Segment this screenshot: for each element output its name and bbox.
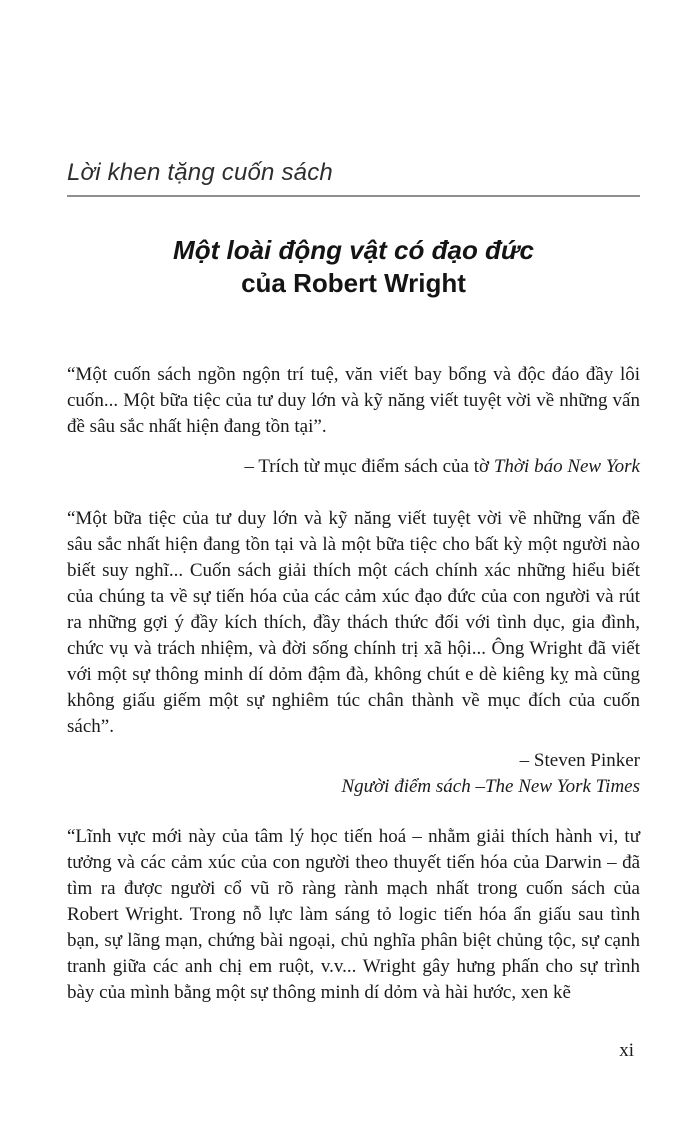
praise-quotes bbox=[67, 362, 640, 1006]
quote-paragraph-3: “Lĩnh vực mới này của tâm lý học tiến hoá – nhằm giải thích hành vi, tư tưởng và các cảm xúc của con người theo thuyết tiến hóa của Darwin – đã tìm ra được người cổ vũ rõ ràng rành mạch nhất trong cuốn sách của Robert Wright. Trong nỗ lực làm sáng tỏ logic tiến hóa ẩn giấu sau tình bạn, sự lãng mạn, chứng bài ngoại, chủ nghĩa phân biệt chủng tộc, sự cạnh tranh giữa các anh chị em ruột, v.v... Wright gây hưng phấn cho sự trình bày của mình bằng một sự thông minh dí dỏm và hài hước, xen kẽ bbox=[67, 826, 640, 1003]
quote-attribution-2 bbox=[67, 748, 640, 800]
header-rule bbox=[67, 195, 640, 197]
book-title: Một loài động vật có đạo đức bbox=[173, 235, 534, 265]
attribution-source-name: Thời báo New York bbox=[493, 456, 640, 477]
quote-attribution-1 bbox=[67, 454, 640, 480]
page-number: xi bbox=[619, 1040, 634, 1061]
book-author-line: của Robert Wright bbox=[241, 268, 466, 298]
page-content bbox=[67, 0, 640, 1006]
quote-paragraph-2: “Một bữa tiệc của tư duy lớn và kỹ năng viết tuyệt vời về những vấn đề sâu sắc nhất hiện đang tồn tại và là một bữa tiệc cho bất kỳ một người nào biết suy nghĩ... Cuốn sách giải thích một cách chính xác những hiểu biết của chúng ta về sự tiến hóa của các cảm xúc đạo đức của con người và rút ra những gợi ý đầy kích thích, đầy thách thức đối với tình dục, gia đình, chức vụ và trách nhiệm, và đời sống chính trị xã hội... Ông Wright đã viết với một sự thông minh dí dỏm đậm đà, không chút e dè kiêng kỵ mà cũng không giấu giếm một sự nghiêm túc chân thành về mục đích của cuốn sách”. bbox=[67, 508, 640, 737]
attribution-person-name: – Steven Pinker bbox=[519, 750, 640, 771]
attribution-person-role: Người điểm sách –The New York Times bbox=[341, 776, 640, 797]
quote-paragraph-1: “Một cuốn sách ngồn ngộn trí tuệ, văn viết bay bổng và độc đáo đầy lôi cuốn... Một bữa tiệc của tư duy lớn và kỹ năng viết tuyệt vời về những vấn đề sâu sắc nhất hiện đang tồn tại”. bbox=[67, 364, 640, 437]
section-heading: Lời khen tặng cuốn sách bbox=[67, 159, 333, 186]
attribution-source-prefix: – Trích từ mục điểm sách của tờ bbox=[244, 456, 494, 477]
book-title-block bbox=[67, 233, 640, 300]
